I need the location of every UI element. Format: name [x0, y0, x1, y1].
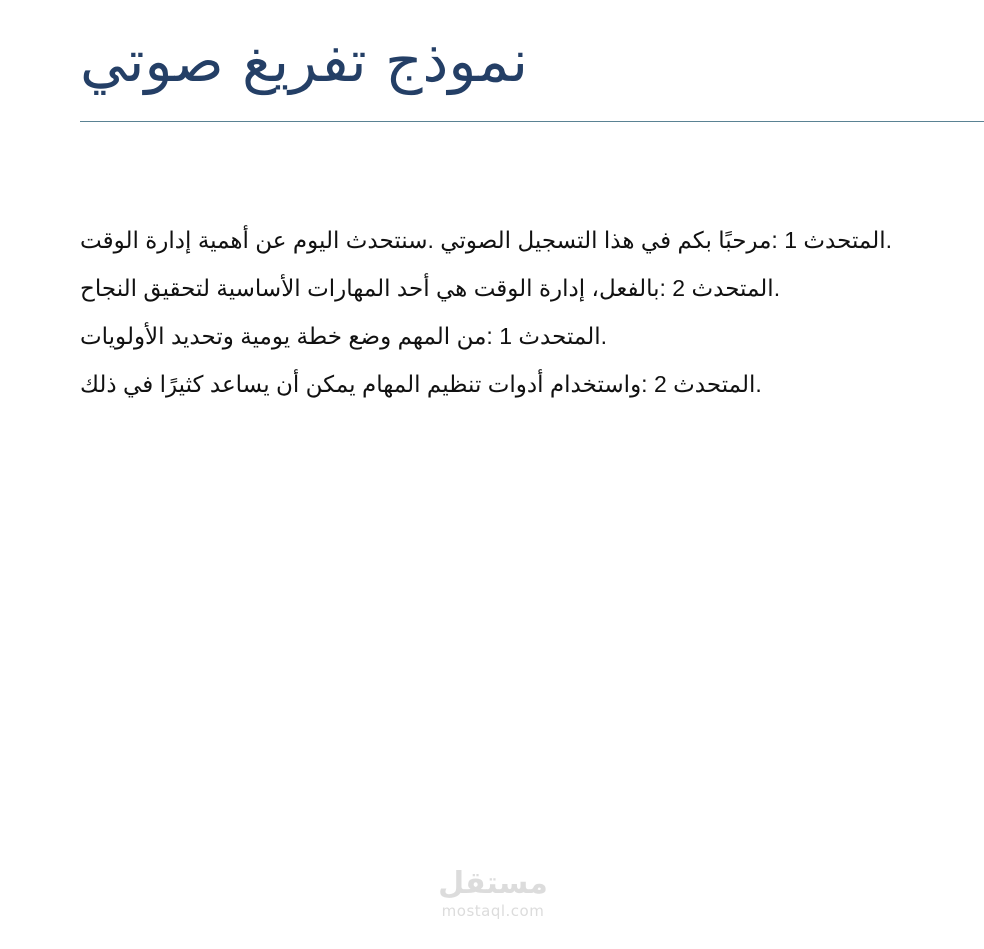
transcript-body: [80, 218, 960, 410]
document-title: نموذج تفريغ صوتي: [80, 27, 528, 95]
title-divider: [80, 121, 984, 122]
transcript-line-3: .المتحدث 1 :من المهم وضع خطة يومية وتحديد الأولويات: [80, 323, 607, 349]
watermark-arabic-text: مستقل: [438, 866, 548, 901]
watermark-domain-text: mostaql.com: [441, 902, 545, 920]
transcript-line-1: .المتحدث 1 :مرحبًا بكم في هذا التسجيل الصوتي .سنتحدث اليوم عن أهمية إدارة الوقت: [80, 227, 893, 253]
transcript-line-2: .المتحدث 2 :بالفعل، إدارة الوقت هي أحد المهارات الأساسية لتحقيق النجاح: [80, 275, 781, 301]
mostaql-watermark: [400, 866, 586, 920]
transcript-line-4: .المتحدث 2 :واستخدام أدوات تنظيم المهام يمكن أن يساعد كثيرًا في ذلك: [80, 371, 762, 397]
